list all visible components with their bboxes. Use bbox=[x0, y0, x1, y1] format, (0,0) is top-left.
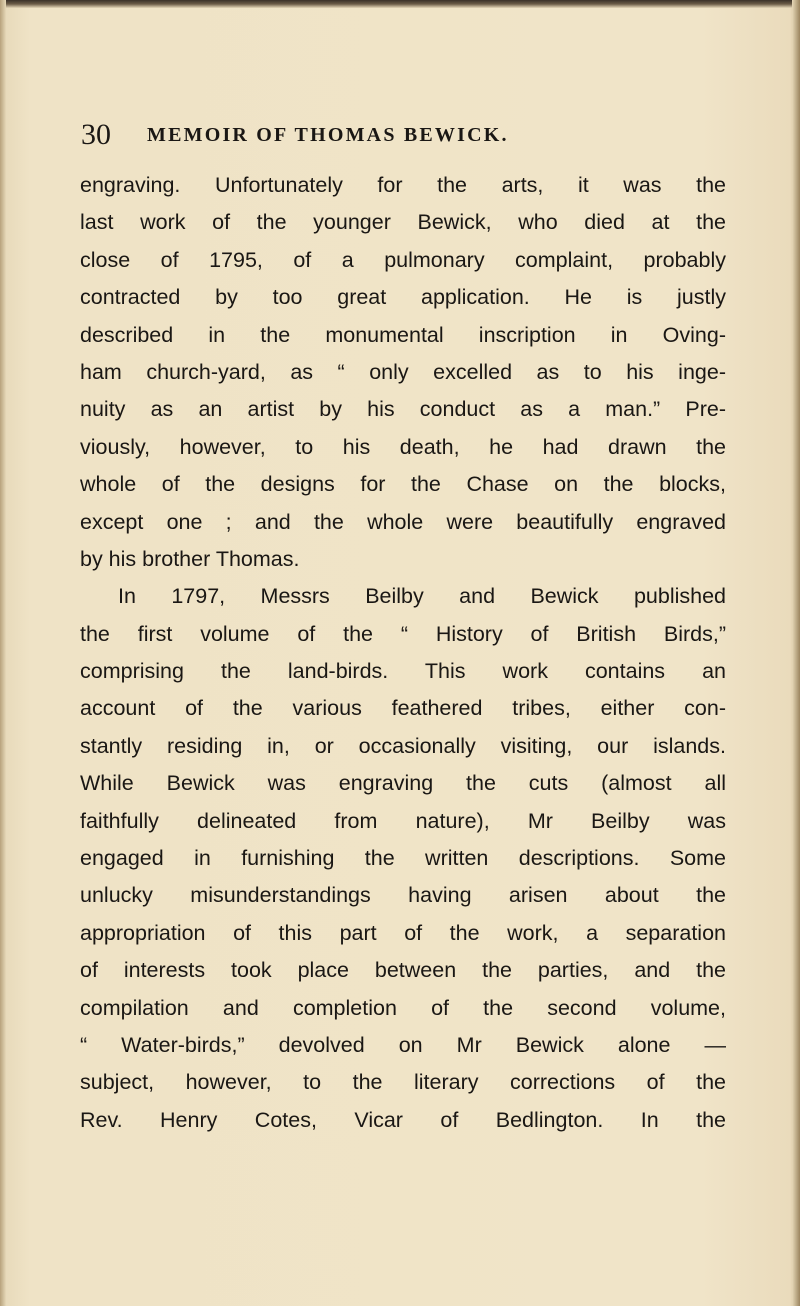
text-line: compilation and completion of the second volume, bbox=[80, 995, 726, 1020]
body-text bbox=[80, 167, 726, 1139]
text-line: of interests took place between the parties, and the bbox=[80, 958, 726, 983]
text-line: last work of the younger Bewick, who died at the bbox=[80, 210, 726, 235]
text-line: unlucky misunderstandings having arisen about the bbox=[80, 883, 726, 908]
text-line: comprising the land-birds. This work contains an bbox=[80, 659, 726, 684]
page-left-edge bbox=[0, 0, 6, 1306]
text-line: contracted by too great application. He is justly bbox=[80, 285, 726, 310]
text-line: close of 1795, of a pulmonary complaint, probably bbox=[80, 247, 726, 272]
text-line: by his brother Thomas. bbox=[80, 546, 300, 571]
text-line: engaged in furnishing the written descriptions. Some bbox=[80, 846, 726, 871]
text-line: account of the various feathered tribes, either con- bbox=[80, 696, 726, 721]
text-line: While Bewick was engraving the cuts (almost all bbox=[80, 771, 726, 796]
page-header bbox=[81, 115, 721, 155]
text-line: Rev. Henry Cotes, Vicar of Bedlington. In the bbox=[80, 1107, 726, 1132]
text-line: whole of the designs for the Chase on the blocks, bbox=[80, 472, 726, 497]
text-line: the first volume of the “ History of British Birds,” bbox=[80, 621, 726, 646]
text-line: except one ; and the whole were beautifully engraved bbox=[80, 509, 726, 534]
text-line: engraving. Unfortunately for the arts, it was the bbox=[80, 173, 726, 197]
text-line: In 1797, Messrs Beilby and Bewick published bbox=[118, 584, 726, 609]
text-line: stantly residing in, or occasionally visiting, our islands. bbox=[80, 733, 726, 758]
text-line: subject, however, to the literary corrections of the bbox=[80, 1070, 726, 1095]
running-head: MEMOIR OF THOMAS BEWICK. bbox=[147, 124, 509, 146]
text-line: “ Water-birds,” devolved on Mr Bewick alone — bbox=[80, 1032, 726, 1057]
page-number: 30 bbox=[81, 118, 111, 151]
text-line: nuity as an artist by his conduct as a man.” Pre- bbox=[80, 397, 726, 422]
page-top-edge bbox=[0, 0, 800, 8]
page-right-edge bbox=[792, 0, 800, 1306]
text-line: viously, however, to his death, he had drawn the bbox=[80, 434, 726, 459]
text-line: described in the monumental inscription in Oving- bbox=[80, 322, 726, 347]
text-line: ham church-yard, as “ only excelled as to his inge- bbox=[80, 359, 726, 384]
text-line: appropriation of this part of the work, a separation bbox=[80, 920, 726, 945]
text-line: faithfully delineated from nature), Mr Beilby was bbox=[80, 808, 726, 833]
